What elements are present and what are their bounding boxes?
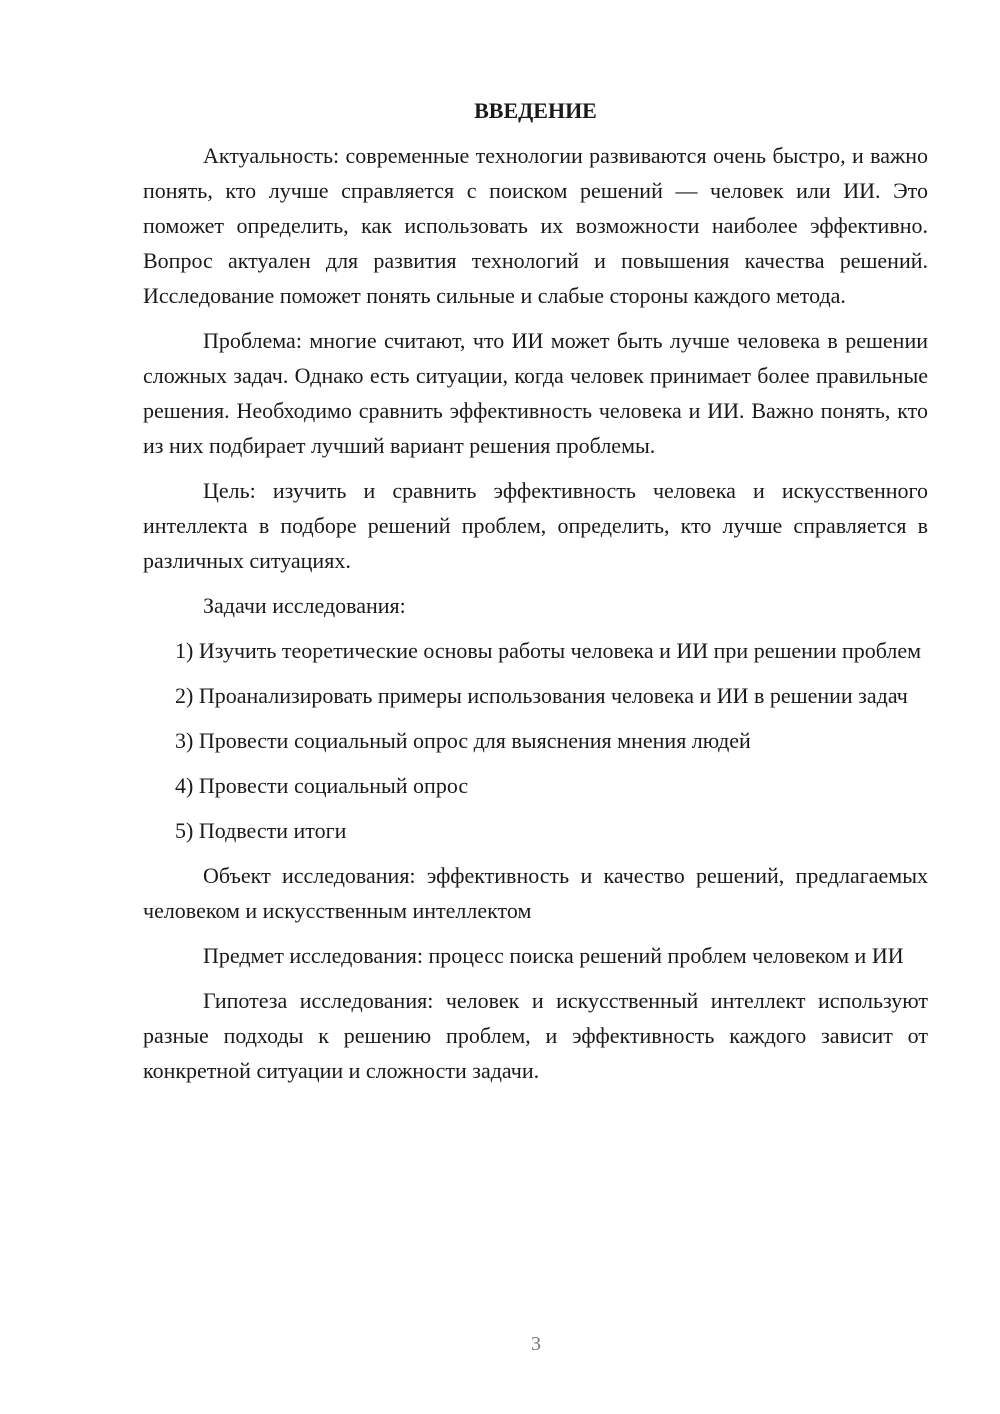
task-item-2: 2) Проанализировать примеры использования человека и ИИ в решении задач (175, 683, 908, 708)
section-title: ВВЕДЕНИЕ (474, 98, 597, 123)
tasks-heading: Задачи исследования: (203, 593, 406, 618)
hypothesis-paragraph: Гипотеза исследования: человек и искусственный интеллект используют разные подходы к решению проблем, и эффективность каждого зависит от конкретной ситуации и сложности задачи. (143, 988, 928, 1083)
tasks-list (143, 633, 928, 848)
page-number: 3 (531, 1333, 541, 1355)
task-item-5: 5) Подвести итоги (175, 818, 347, 843)
task-item-3: 3) Провести социальный опрос для выяснения мнения людей (175, 728, 751, 753)
problem-paragraph: Проблема: многие считают, что ИИ может быть лучше человека в решении сложных задач. Однако есть ситуации, когда человек принимает более правильные решения. Необходимо сравнить эффективность человека и ИИ. Важно понять, кто из них подбирает лучший вариант решения проблемы. (143, 328, 928, 458)
goal-paragraph: Цель: изучить и сравнить эффективность человека и искусственного интеллекта в подборе решений проблем, определить, кто лучше справляется в различных ситуациях. (143, 478, 928, 573)
subject-paragraph: Предмет исследования: процесс поиска решений проблем человеком и ИИ (203, 943, 904, 968)
task-item-1: 1) Изучить теоретические основы работы человека и ИИ при решении проблем (175, 638, 922, 663)
task-item-4: 4) Провести социальный опрос (175, 773, 469, 798)
page-content (143, 96, 928, 1098)
relevance-paragraph: Актуальность: современные технологии развиваются очень быстро, и важно понять, кто лучше справляется с поиском решений — человек или ИИ. Это поможет определить, как использовать их возможности наиболее эффективно. Вопрос актуален для развития технологий и повышения качества решений. Исследование поможет понять сильные и слабые стороны каждого метода. (143, 143, 928, 308)
object-paragraph: Объект исследования: эффективность и качество решений, предлагаемых человеком и искусственным интеллектом (143, 863, 928, 923)
